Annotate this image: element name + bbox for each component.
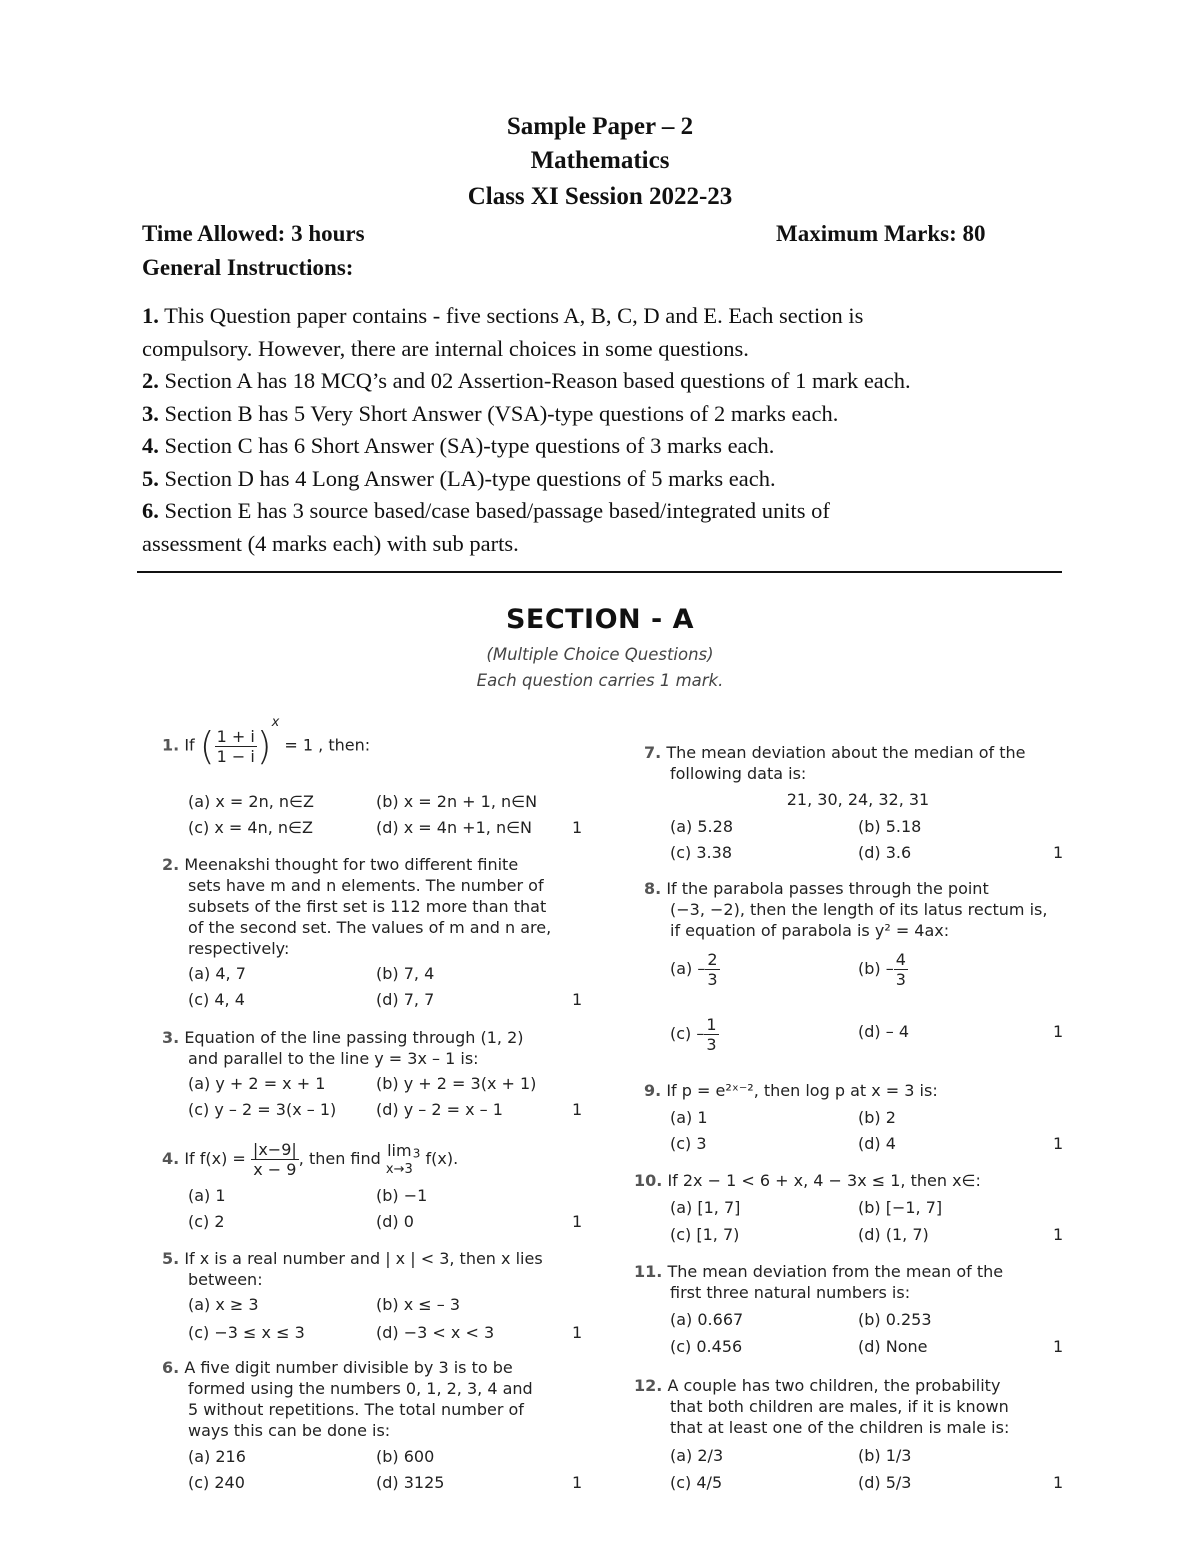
instruction-line: assessment (4 marks each) with sub parts.: [142, 530, 519, 556]
q8-option-d: (d) – 4: [858, 1022, 909, 1041]
question-9: 9. If p = e²ˣ⁻², then log p at x = 3 is:: [644, 1081, 938, 1100]
q7-data: 21, 30, 24, 32, 31: [786, 790, 930, 809]
section-title: SECTION - A: [505, 604, 695, 635]
q5-option-b: (b) x ≤ – 3: [376, 1295, 461, 1314]
instruction-line: 1. This Question paper contains - five sections A, B, C, D and E. Each section is: [142, 303, 864, 328]
question-12: 12. A couple has two children, the probability that both children are males, if it is known that at least one of the children is male is:: [634, 1376, 1010, 1437]
question-10: 10. If 2x − 1 < 6 + x, 4 − 3x ≤ 1, then x∈:: [634, 1171, 981, 1190]
q5-option-d: (d) −3 < x < 3: [376, 1323, 495, 1342]
q6-mark: 1: [572, 1473, 583, 1492]
q9-mark: 1: [1053, 1134, 1064, 1153]
q4-mark: 1: [572, 1212, 583, 1231]
q7-option-a: (a) 5.28: [670, 817, 733, 836]
instruction-line: 6. Section E has 3 source based/case based/passage based/integrated units of: [142, 498, 830, 523]
q11-option-c: (c) 0.456: [670, 1337, 743, 1356]
q2-option-d: (d) 7, 7: [376, 990, 435, 1009]
q9-option-b: (b) 2: [858, 1108, 896, 1127]
q12-option-a: (a) 2/3: [670, 1446, 724, 1465]
question-3: 3. Equation of the line passing through (1, 2) and parallel to the line y = 3x – 1 is:: [162, 1028, 524, 1068]
paper-title: Sample Paper – 2: [506, 113, 694, 140]
q7-mark: 1: [1053, 843, 1064, 862]
instruction-line: 5. Section D has 4 Long Answer (LA)-type questions of 5 marks each.: [142, 465, 776, 491]
q11-option-d: (d) None: [858, 1337, 928, 1356]
q5-option-c: (c) −3 ≤ x ≤ 3: [188, 1323, 305, 1342]
q2-mark: 1: [572, 990, 583, 1009]
instruction-line: 3. Section B has 5 Very Short Answer (VSA)-type questions of 2 marks each.: [142, 400, 839, 426]
q10-mark: 1: [1053, 1225, 1064, 1244]
section-note: Each question carries 1 mark.: [476, 671, 724, 690]
q10-option-c: (c) [1, 7): [670, 1225, 740, 1244]
question-11: 11. The mean deviation from the mean of the first three natural numbers is:: [634, 1262, 1004, 1302]
q8-option-b: (b) – $\frac{4}{3}$: [858, 950, 906, 989]
q8-option-c: (c) – $\frac{1}{3}$: [670, 1015, 717, 1054]
section-subtitle: (Multiple Choice Questions): [486, 645, 714, 664]
q7-option-d: (d) 3.6: [858, 843, 912, 862]
q2-option-b: (b) 7, 4: [376, 964, 435, 983]
q3-option-b: (b) y + 2 = 3(x + 1): [376, 1074, 537, 1093]
instructions-list: [142, 300, 1072, 560]
q1-option-c: (c) x = 4n, n∈Z: [188, 818, 313, 837]
q1-option-d: (d) x = 4n +1, n∈N: [376, 818, 532, 837]
question-1: 1. If ( $\frac{1 + i}{1 - i}$ )$^x$ = 1 , then:: [162, 715, 371, 768]
q2-option-c: (c) 4, 4: [188, 990, 245, 1009]
question-4: 4. If f(x) = $\frac{|x-9|}{x - 9}$ , then find lim x→3 $^3$ f(x).: [162, 1140, 459, 1179]
time-allowed: Time Allowed: 3 hours: [142, 221, 365, 246]
q12-option-d: (d) 5/3: [858, 1473, 912, 1492]
q12-mark: 1: [1053, 1473, 1064, 1492]
question-6: 6. A five digit number divisible by 3 is to be formed using the numbers 0, 1, 2, 3, 4 and 5 without repetitions. The total number of ways this can be done is:: [162, 1358, 533, 1440]
q10-option-a: (a) [1, 7]: [670, 1198, 741, 1217]
q3-option-d: (d) y – 2 = x – 1: [376, 1100, 503, 1119]
q4-option-b: (b) −1: [376, 1186, 428, 1205]
q4-option-d: (d) 0: [376, 1212, 414, 1231]
q2-option-a: (a) 4, 7: [188, 964, 246, 983]
q9-option-c: (c) 3: [670, 1134, 707, 1153]
q6-option-c: (c) 240: [188, 1473, 245, 1492]
q1-option-a: (a) x = 2n, n∈Z: [188, 792, 314, 811]
subject-title: Mathematics: [530, 147, 670, 174]
instruction-line: 4. Section C has 6 Short Answer (SA)-type questions of 3 marks each.: [142, 433, 775, 458]
question-2: 2. Meenakshi thought for two different finite sets have m and n elements. The number of subsets of the first set is 112 more than that of the second set. The values of m and n are, respectively:: [162, 855, 552, 958]
q5-mark: 1: [572, 1323, 583, 1342]
q7-option-b: (b) 5.18: [858, 817, 922, 836]
q11-option-b: (b) 0.253: [858, 1310, 932, 1329]
q11-option-a: (a) 0.667: [670, 1310, 744, 1329]
q9-option-a: (a) 1: [670, 1108, 708, 1127]
q6-option-a: (a) 216: [188, 1447, 246, 1466]
q8-option-a: (a) – $\frac{2}{3}$: [670, 950, 718, 989]
q6-option-d: (d) 3125: [376, 1473, 445, 1492]
q6-option-b: (b) 600: [376, 1447, 435, 1466]
maximum-marks: Maximum Marks: 80: [776, 221, 986, 246]
q12-option-c: (c) 4/5: [670, 1473, 723, 1492]
question-7: 7. The mean deviation about the median of the following data is:: [644, 743, 1026, 783]
q4-option-a: (a) 1: [188, 1186, 226, 1205]
q4-option-c: (c) 2: [188, 1212, 225, 1231]
general-instructions-heading: General Instructions:: [142, 255, 354, 280]
q5-option-a: (a) x ≥ 3: [188, 1295, 259, 1314]
q1-mark: 1: [572, 818, 583, 837]
q3-option-a: (a) y + 2 = x + 1: [188, 1074, 326, 1093]
instruction-line: 2. Section A has 18 MCQ’s and 02 Assertion-Reason based questions of 1 mark each.: [142, 368, 911, 393]
q9-option-d: (d) 4: [858, 1134, 896, 1153]
q3-mark: 1: [572, 1100, 583, 1119]
class-session: Class XI Session 2022-23: [467, 183, 733, 210]
q11-mark: 1: [1053, 1337, 1064, 1356]
question-8: 8. If the parabola passes through the point (−3, −2), then the length of its latus rectum is, if equation of parabola is y² = 4ax:: [644, 879, 1048, 940]
q8-mark: 1: [1053, 1022, 1064, 1041]
q10-option-d: (d) (1, 7): [858, 1225, 929, 1244]
q12-option-b: (b) 1/3: [858, 1446, 912, 1465]
q3-option-c: (c) y – 2 = 3(x – 1): [188, 1100, 337, 1119]
q1-option-b: (b) x = 2n + 1, n∈N: [376, 792, 538, 811]
q10-option-b: (b) [−1, 7]: [858, 1198, 943, 1217]
q7-option-c: (c) 3.38: [670, 843, 732, 862]
instruction-line: compulsory. However, there are internal choices in some questions.: [142, 335, 749, 361]
divider-rule: [137, 571, 1062, 573]
question-5: 5. If x is a real number and | x | < 3, then x lies between:: [162, 1249, 543, 1289]
